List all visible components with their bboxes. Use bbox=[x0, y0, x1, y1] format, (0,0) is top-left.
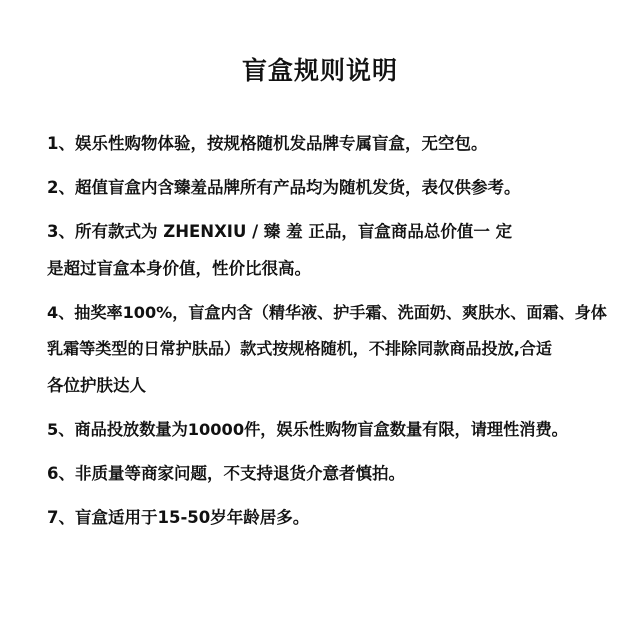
rule-3-line-1: 3、所有款式为 ZHENXIU / 臻 羞 正品，盲盒商品总价值一 定 bbox=[47, 222, 513, 241]
rule-item-5 bbox=[47, 412, 607, 449]
rule-1-line-1: 1、娱乐性购物体验，按规格随机发品牌专属盲盒，无空包。 bbox=[47, 134, 488, 153]
rule-4-line-2: 乳霜等类型的日常护肤品）款式按规格随机，不排除同款商品投放,合适 bbox=[47, 339, 553, 358]
rule-item-2 bbox=[47, 170, 607, 207]
rule-5-line-1: 5、商品投放数量为10000件，娱乐性购物盲盒数量有限，请理性消费。 bbox=[47, 419, 568, 439]
rule-item-3 bbox=[47, 214, 607, 287]
rule-7-line-1: 7、盲盒适用于15-50岁年龄居多。 bbox=[47, 507, 310, 527]
rule-item-7 bbox=[47, 500, 607, 537]
page-title: 盲盒规则说明 bbox=[241, 56, 398, 85]
rule-2-line-1: 2、超值盲盒内含臻羞品牌所有产品均为随机发货，表仅供参考。 bbox=[47, 178, 521, 197]
rule-4-line-3: 各位护肤达人 bbox=[47, 375, 146, 395]
rule-4-line-1: 4、抽奖率100%，盲盒内含（精华液、护手霜、洗面奶、爽肤水、面霜、身体 bbox=[47, 302, 607, 322]
rules-list bbox=[47, 126, 607, 544]
rule-6-line-1: 6、非质量等商家问题，不支持退货介意者慎拍。 bbox=[47, 463, 405, 483]
rule-item-1 bbox=[47, 126, 607, 163]
rule-item-4 bbox=[47, 295, 607, 405]
rule-3-line-2: 是超过盲盒本身价值，性价比很高。 bbox=[47, 258, 311, 278]
rule-item-6 bbox=[47, 456, 607, 493]
